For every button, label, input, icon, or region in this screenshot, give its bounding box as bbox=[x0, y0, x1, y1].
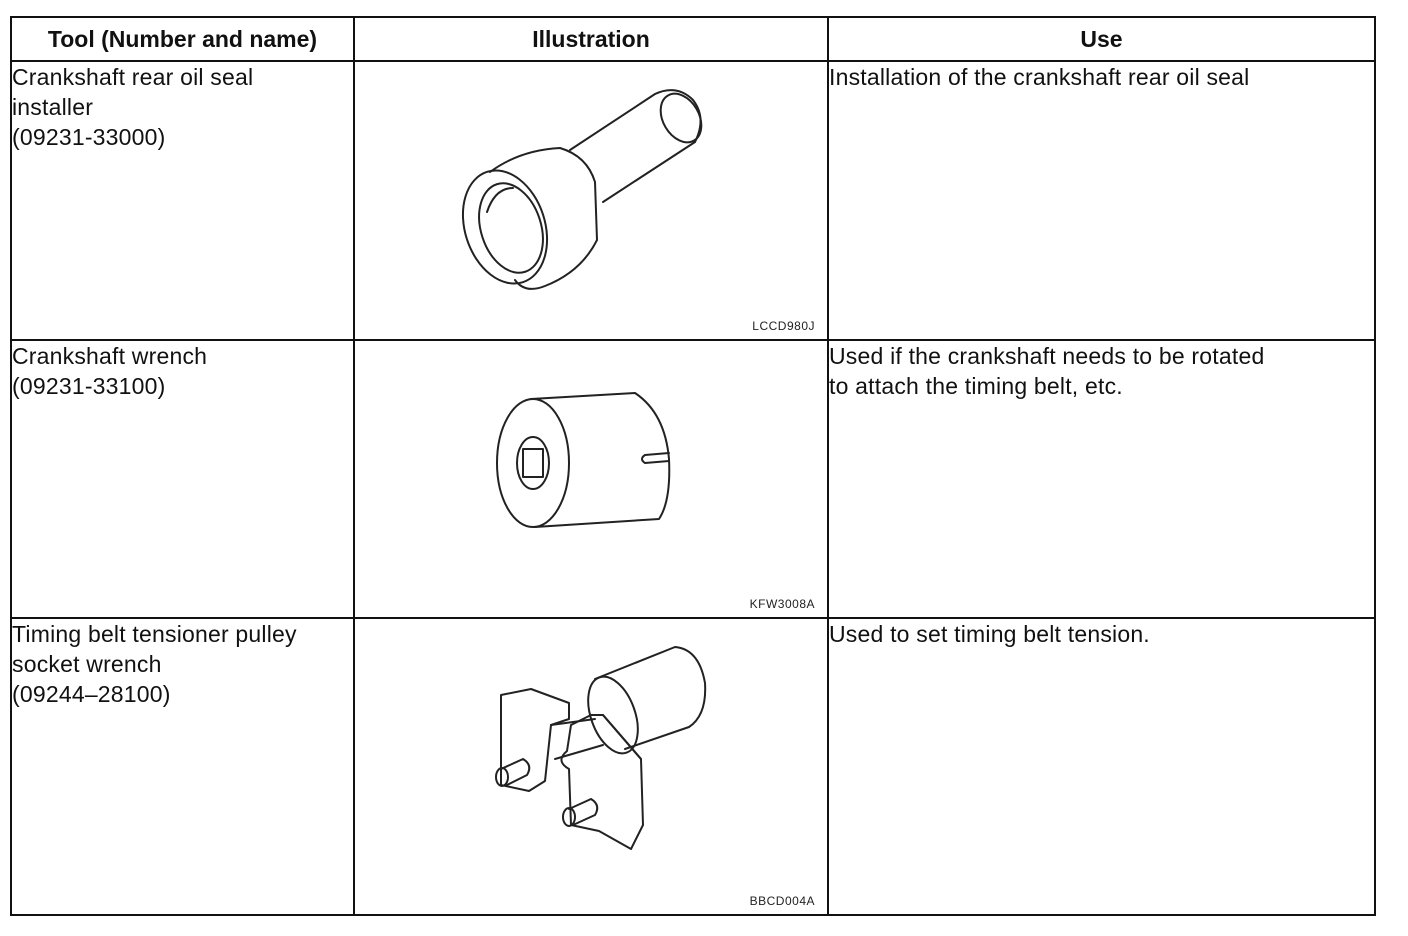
crankshaft-wrench-drawing bbox=[355, 341, 829, 617]
illustration-cell bbox=[354, 618, 828, 915]
special-tools-table bbox=[10, 16, 1376, 916]
use-cell bbox=[828, 61, 1375, 340]
illustration-code: BBCD004A bbox=[749, 894, 815, 908]
tool-name-cell bbox=[11, 618, 354, 915]
use-text-line: Used to set timing belt tension. bbox=[829, 621, 1150, 647]
tool-number: (09231-33000) bbox=[12, 124, 166, 150]
illustration-code: LCCD980J bbox=[752, 319, 815, 333]
header-tool: Tool (Number and name) bbox=[11, 17, 354, 61]
tool-name-line: Crankshaft wrench bbox=[12, 343, 208, 369]
tool-name-cell bbox=[11, 340, 354, 618]
tool-name-line: Crankshaft rear oil seal bbox=[12, 64, 254, 90]
tool-name-line: socket wrench bbox=[12, 651, 162, 677]
use-text-line: to attach the timing belt, etc. bbox=[829, 373, 1123, 399]
oil-seal-installer-drawing bbox=[355, 62, 829, 339]
use-cell bbox=[828, 340, 1375, 618]
illustration-cell bbox=[354, 340, 828, 618]
tensioner-socket-wrench-drawing bbox=[355, 619, 829, 914]
use-text-line: Installation of the crankshaft rear oil seal bbox=[829, 64, 1250, 90]
use-text-line: Used if the crankshaft needs to be rotated bbox=[829, 343, 1265, 369]
table-row bbox=[11, 61, 1375, 340]
table-row bbox=[11, 340, 1375, 618]
header-illustration: Illustration bbox=[354, 17, 828, 61]
table-header-row bbox=[11, 17, 1375, 61]
tool-name-cell bbox=[11, 61, 354, 340]
tool-number: (09244–28100) bbox=[12, 681, 171, 707]
illustration-cell bbox=[354, 61, 828, 340]
tool-name-line: Timing belt tensioner pulley bbox=[12, 621, 297, 647]
tool-name-line: installer bbox=[12, 94, 94, 120]
use-cell bbox=[828, 618, 1375, 915]
header-use: Use bbox=[828, 17, 1375, 61]
tool-number: (09231-33100) bbox=[12, 373, 166, 399]
table-row bbox=[11, 618, 1375, 915]
illustration-code: KFW3008A bbox=[749, 597, 815, 611]
